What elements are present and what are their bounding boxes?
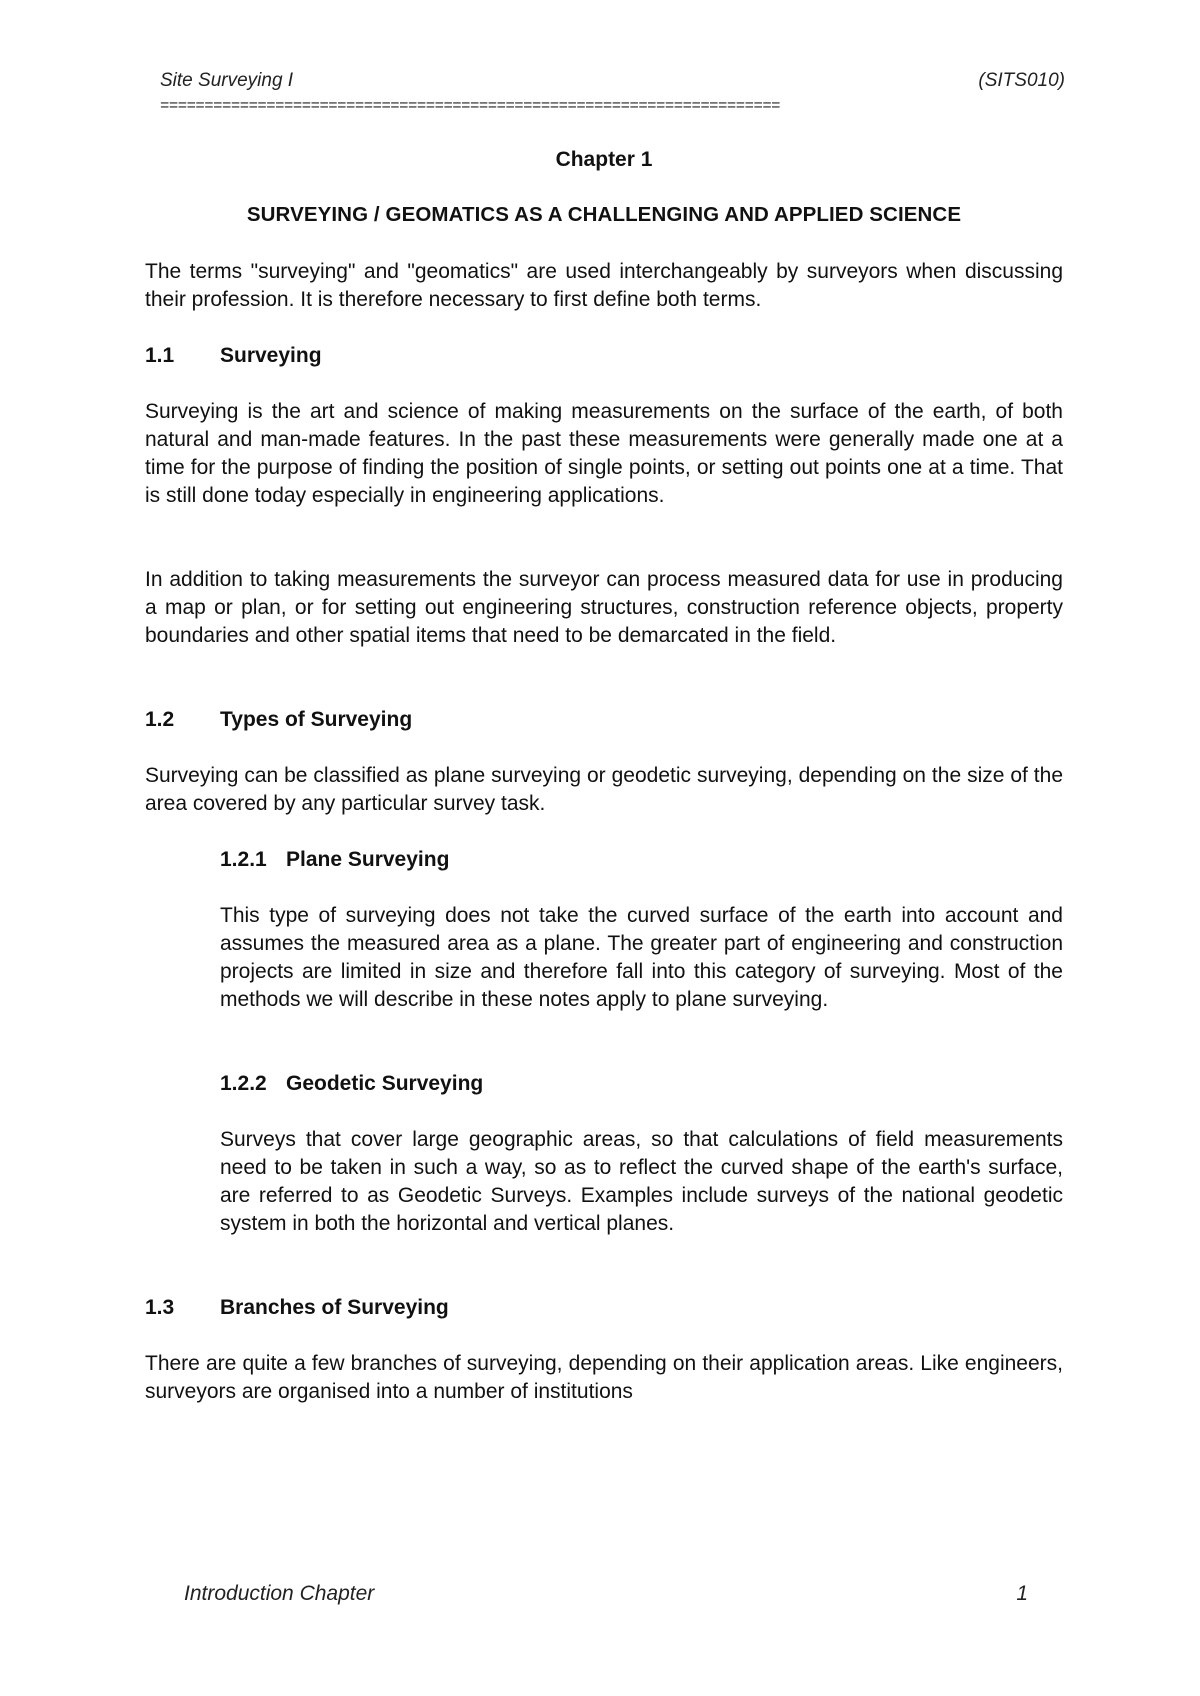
- course-title: Site Surveying I: [160, 70, 294, 91]
- section-number: 1.3: [145, 1296, 175, 1319]
- surveying-paragraph-2: In addition to taking measurements the surveyor can process measured data for use in producing a map or plan, or for setting out engineering structures, construction reference objects, property boundaries and other spatial items that need to be demarcated in the field.: [145, 568, 1063, 647]
- course-code: (SITS010): [978, 70, 1065, 91]
- chapter-title: Chapter 1: [555, 148, 653, 171]
- section-number: 1.2: [145, 708, 175, 731]
- intro-paragraph: The terms "surveying" and "geomatics" are used interchangeably by surveyors when discussing their profession. It is therefore necessary to first define both terms.: [145, 260, 1063, 311]
- page-number: 1: [1016, 1582, 1028, 1605]
- section-number: 1.1: [145, 344, 175, 367]
- section-heading-surveying: [145, 342, 322, 370]
- subsection-heading-geodetic-surveying: [220, 1070, 483, 1098]
- branches-paragraph: There are quite a few branches of surveying, depending on their application areas. Like engineers, surveyors are organised into a number of institutions: [145, 1352, 1063, 1403]
- header-rule: ======================================================================: [160, 97, 781, 115]
- section-title: Branches of Surveying: [220, 1296, 449, 1319]
- section-heading-types-of-surveying: [145, 706, 412, 734]
- subsection-number: 1.2.2: [220, 1072, 267, 1095]
- section-heading-branches-of-surveying: [145, 1294, 449, 1322]
- subsection-number: 1.2.1: [220, 848, 267, 871]
- surveying-paragraph-1: Surveying is the art and science of making measurements on the surface of the earth, of both natural and man-made features. In the past these measurements were generally made one at a time for the purpose of finding the position of single points, or setting out points one at a time. That is still done today especially in engineering applications.: [145, 400, 1063, 507]
- types-paragraph: Surveying can be classified as plane surveying or geodetic surveying, depending on the size of the area covered by any particular survey task.: [145, 764, 1063, 815]
- plane-surveying-paragraph: This type of surveying does not take the curved surface of the earth into account and assumes the measured area as a plane. The greater part of engineering and construction projects are limited in size and therefore fall into this category of surveying. Most of the methods we will describe in these notes apply to plane surveying.: [220, 904, 1063, 1011]
- subsection-title: Plane Surveying: [286, 848, 450, 871]
- chapter-subtitle: SURVEYING / GEOMATICS AS A CHALLENGING AND APPLIED SCIENCE: [246, 203, 962, 226]
- footer-label: Introduction Chapter: [184, 1582, 375, 1605]
- section-title: Types of Surveying: [220, 708, 413, 731]
- subsection-heading-plane-surveying: [220, 846, 449, 874]
- geodetic-surveying-paragraph: Surveys that cover large geographic areas, so that calculations of field measurements need to be taken in such a way, so as to reflect the curved shape of the earth's surface, are referred to as Geodetic Surveys. Examples include surveys of the national geodetic system in both the horizontal and vertical planes.: [220, 1128, 1063, 1235]
- section-title: Surveying: [220, 344, 322, 367]
- subsection-title: Geodetic Surveying: [286, 1072, 484, 1095]
